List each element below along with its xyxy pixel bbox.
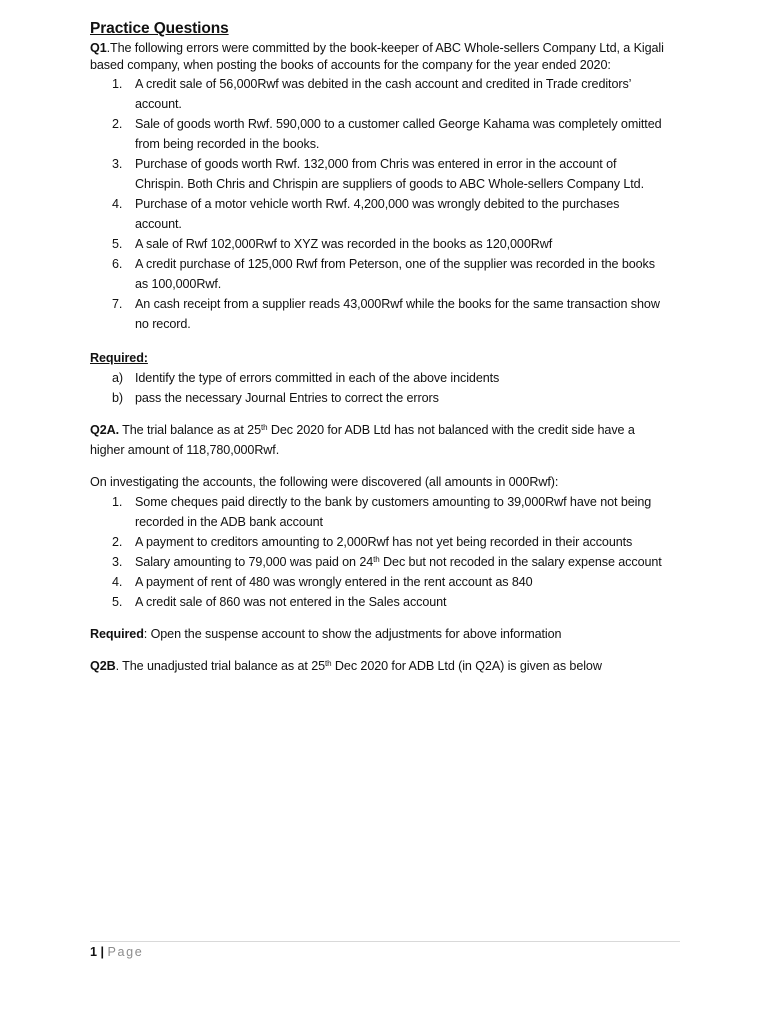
item-number: 5. [112,595,123,609]
q2b-intro [90,656,690,676]
q1-intro-line1: .The following errors were committed by the book-keeper of ABC Whole-sellers Company Ltd, a Kigali [106,41,664,55]
page-number: 1 [90,945,98,959]
page-word: Page [107,945,144,959]
list-item [90,294,690,334]
item-text: Sale of goods worth Rwf. 590,000 to a customer called George Kahama was completely omitted [135,117,662,131]
item-number: 1. [112,77,123,91]
item-number: 4. [112,197,123,211]
q2a-discovery-list [90,492,690,612]
required-text: : Open the suspense account to show the adjustments for above information [143,627,562,641]
q2b-label: Q2B [90,659,116,673]
item-text-cont: Dec but not recoded in the salary expense account [379,555,662,569]
list-item [90,114,690,154]
item-text: Identify the type of errors committed in each of the above incidents [135,371,500,385]
superscript: th [325,659,332,668]
footer-separator: | [100,945,105,959]
item-text: A credit sale of 860 was not entered in the Sales account [135,595,447,609]
q1-required-list [90,368,690,408]
list-item [90,492,690,532]
list-item [90,194,690,234]
list-item [90,254,690,294]
page-title: Practice Questions [90,20,229,37]
item-number: 2. [112,117,123,131]
list-item [90,572,690,592]
item-text-cont: Chrispin. Both Chris and Chrispin are suppliers of goods to ABC Whole-sellers Company Ltd. [135,177,644,191]
item-number: 1. [112,495,123,509]
list-item [90,154,690,194]
superscript: th [261,423,268,432]
q2b-text-cont: Dec 2020 for ADB Ltd (in Q2A) is given as below [331,659,602,673]
q1-required-heading [90,348,690,368]
item-text-cont: account. [135,97,182,111]
q2a-intro [90,420,690,460]
list-item [90,532,690,552]
item-number: 5. [112,237,123,251]
item-number: 7. [112,297,123,311]
q2a-intro-text: The trial balance as at 25 [119,423,261,437]
item-text: Some cheques paid directly to the bank by customers amounting to 39,000Rwf have not being [135,495,652,509]
q1-label: Q1 [90,41,107,55]
item-text: A sale of Rwf 102,000Rwf to XYZ was recorded in the books as 120,000Rwf [135,237,553,251]
item-number: 3. [112,157,123,171]
q2a-required [90,624,690,644]
item-letter: a) [112,371,123,385]
item-text: A credit sale of 56,000Rwf was debited in the cash account and credited in Trade creditors’ [135,77,632,91]
list-item [90,552,690,572]
item-text-cont: account. [135,217,182,231]
item-text: An cash receipt from a supplier reads 43,000Rwf while the books for the same transaction show [135,297,660,311]
q1-intro-line2: based company, when posting the books of accounts for the company for the year ended 2020: [90,58,611,72]
item-number: 6. [112,257,123,271]
page-footer [90,944,143,960]
q2a-intro-text-cont: Dec 2020 for ADB Ltd has not balanced with the credit side have a [267,423,635,437]
list-item [90,592,690,612]
footer-divider [90,941,680,942]
q1-error-list [90,74,690,334]
item-number: 4. [112,575,123,589]
item-text: A payment of rent of 480 was wrongly entered in the rent account as 840 [135,575,533,589]
required-label: Required: [90,351,148,365]
superscript: th [373,555,380,564]
list-item [90,74,690,114]
item-letter: b) [112,391,123,405]
item-text: A credit purchase of 125,000 Rwf from Peterson, one of the supplier was recorded in the books [135,257,655,271]
item-text: Purchase of goods worth Rwf. 132,000 from Chris was entered in error in the account of [135,157,617,171]
q2a-investigating: On investigating the accounts, the following were discovered (all amounts in 000Rwf): [90,475,559,489]
item-number: 2. [112,535,123,549]
item-text: Salary amounting to 79,000 was paid on 24 [135,555,374,569]
list-item [90,234,690,254]
item-text: pass the necessary Journal Entries to correct the errors [135,391,439,405]
item-number: 3. [112,555,123,569]
item-text: A payment to creditors amounting to 2,000Rwf has not yet being recorded in their accounts [135,535,633,549]
document-body [90,18,690,676]
q2b-text: . The unadjusted trial balance as at 25 [115,659,326,673]
required-label: Required [90,627,144,641]
list-item [90,388,690,408]
q2a-label: Q2A. [90,423,119,437]
item-text-cont: as 100,000Rwf. [135,277,222,291]
list-item [90,368,690,388]
item-text: Purchase of a motor vehicle worth Rwf. 4,200,000 was wrongly debited to the purchases [135,197,620,211]
item-text-cont: from being recorded in the books. [135,137,320,151]
item-text-cont: no record. [135,317,191,331]
q2a-intro-line2: higher amount of 118,780,000Rwf. [90,443,280,457]
q1-intro [90,40,690,74]
item-text-cont: recorded in the ADB bank account [135,515,323,529]
